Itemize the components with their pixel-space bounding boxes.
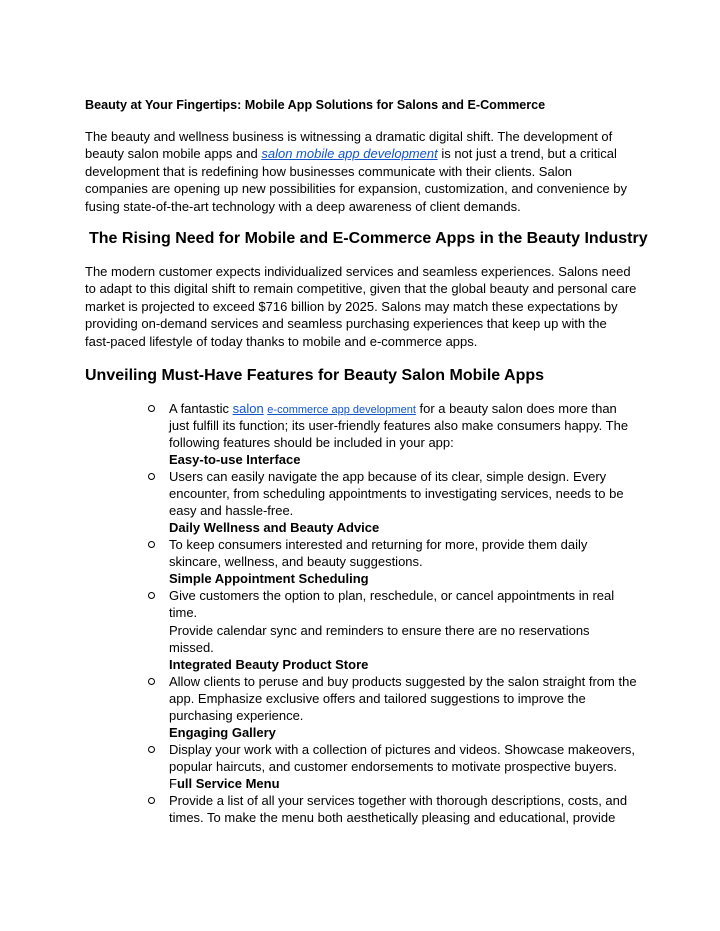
document-title: Beauty at Your Fingertips: Mobile App Solutions for Salons and E-Commerce <box>85 98 546 112</box>
list-item-line: missed. <box>169 640 214 655</box>
intro-line: development that is redefining how businesses communicate with their clients. Salon <box>85 163 573 179</box>
paragraph-line: to adapt to this digital shift to remain competitive, given that the global beauty and personal care <box>85 281 637 297</box>
feature-title: Daily Wellness and Beauty Advice <box>169 520 380 535</box>
section-heading-rising-need: The Rising Need for Mobile and E-Commerce Apps in the Beauty Industry <box>89 230 648 247</box>
list-item-line: Allow clients to peruse and buy products suggested by the salon straight from the <box>169 674 637 689</box>
salon-link[interactable]: salon <box>232 401 264 416</box>
list-text: for a beauty salon does more than <box>415 401 617 416</box>
list-item-line: easy and hassle-free. <box>169 503 294 518</box>
list-item-line: time. <box>169 605 198 620</box>
hollow-bullet-icon <box>147 536 157 553</box>
paragraph-line: market is projected to exceed $716 billion by 2025. Salons may match these expectations by <box>85 298 618 314</box>
hollow-bullet-icon <box>147 468 157 485</box>
list-item-line: app. Emphasize exclusive offers and tailored suggestions to improve the <box>169 691 586 706</box>
intro-text: beauty salon mobile apps and <box>85 146 262 162</box>
list-item-line: Provide calendar sync and reminders to ensure there are no reservations <box>169 623 590 638</box>
rising-need-paragraph <box>85 263 645 350</box>
list-item-line: Give customers the option to plan, reschedule, or cancel appointments in real <box>169 588 615 603</box>
list-item-line: skincare, wellness, and beauty suggestions. <box>169 554 423 569</box>
feature-title-initial: F <box>169 776 177 791</box>
paragraph-line: The modern customer expects individualized services and seamless experiences. Salons need <box>85 264 631 279</box>
list-item-line: popular haircuts, and customer endorsements to motivate prospective buyers. <box>169 759 618 774</box>
feature-title: Easy-to-use Interface <box>169 452 301 467</box>
section-heading-features: Unveiling Must-Have Features for Beauty Salon Mobile Apps <box>85 367 545 384</box>
list-text: A fantastic <box>169 401 233 416</box>
hollow-bullet-icon <box>147 587 157 604</box>
intro-text: is not just a trend, but a critical <box>437 146 617 162</box>
intro-line <box>85 145 645 162</box>
feature-title <box>169 775 649 792</box>
list-item-line: following features should be included in your app: <box>169 435 454 450</box>
list-item-line: times. To make the menu both aesthetically pleasing and educational, provide <box>169 810 616 825</box>
list-item-line: Provide a list of all your services together with thorough descriptions, costs, and <box>169 793 628 808</box>
hollow-bullet-icon <box>147 673 157 690</box>
list-item-line: Users can easily navigate the app because of its clear, simple design. Every <box>169 469 607 484</box>
list-item-line: To keep consumers interested and returning for more, provide them daily <box>169 537 588 552</box>
feature-title: Engaging Gallery <box>169 725 276 740</box>
intro-paragraph <box>85 128 645 215</box>
feature-title: Simple Appointment Scheduling <box>169 571 369 586</box>
intro-line: The beauty and wellness business is witnessing a dramatic digital shift. The development of <box>85 129 613 144</box>
intro-line: fusing state-of-the-art technology with a deep awareness of client demands. <box>85 198 521 214</box>
intro-line: companies are opening up new possibilities for expansion, customization, and convenience by <box>85 181 627 197</box>
feature-title-rest: ull Service Menu <box>176 776 280 791</box>
paragraph-line: fast-paced lifestyle of today thanks to mobile and e-commerce apps. <box>85 333 478 349</box>
salon-mobile-app-development-link[interactable]: salon mobile app development <box>261 146 438 162</box>
feature-title: Integrated Beauty Product Store <box>169 657 369 672</box>
list-item-line: Display your work with a collection of pictures and videos. Showcase makeovers, <box>169 742 636 757</box>
list-item-line: just fulfill its function; its user-friendly features also make consumers happy. The <box>169 418 629 433</box>
hollow-bullet-icon <box>147 400 157 417</box>
hollow-bullet-icon <box>147 741 157 758</box>
paragraph-line: providing on-demand services and seamless purchasing experiences that keep up with the <box>85 316 607 332</box>
ecommerce-app-development-link[interactable]: e-commerce app development <box>267 404 416 416</box>
list-item-line: encounter, from scheduling appointments to investigating services, needs to be <box>169 486 624 501</box>
list-item-line: purchasing experience. <box>169 708 304 723</box>
hollow-bullet-icon <box>147 792 157 809</box>
